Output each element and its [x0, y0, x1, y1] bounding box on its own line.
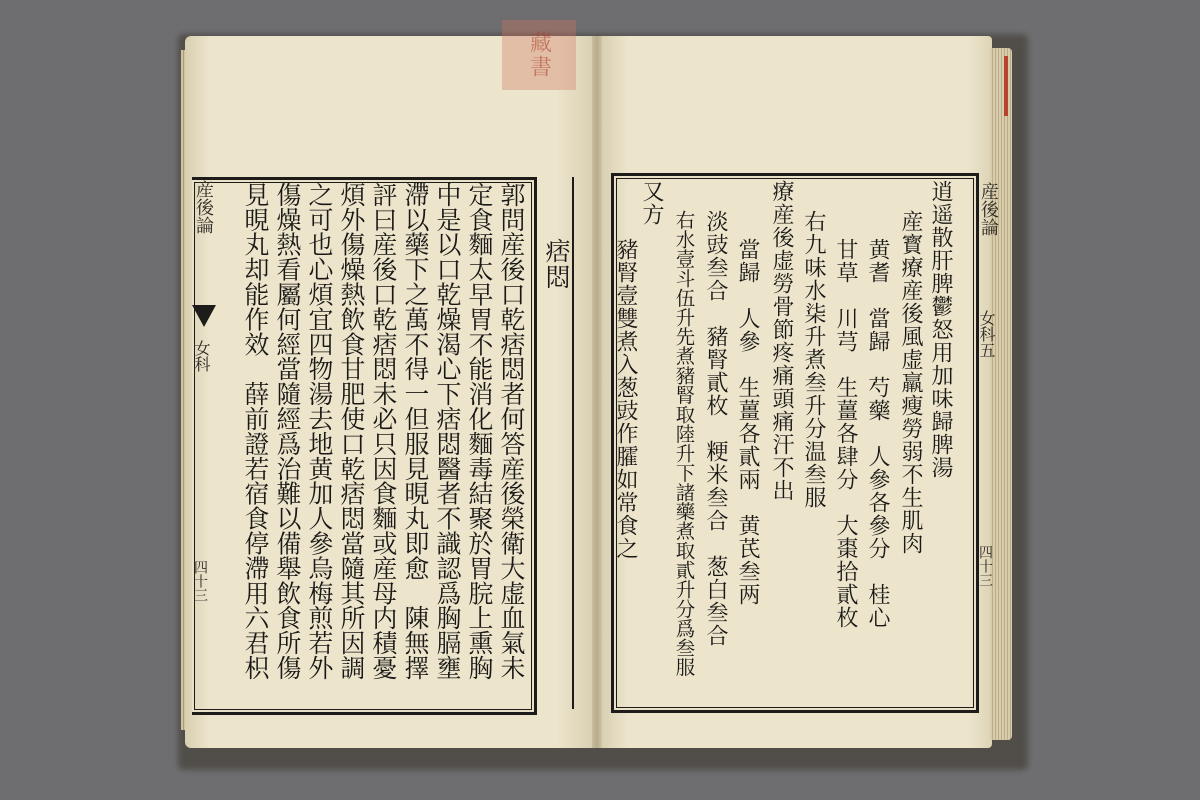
left-col-6: 煩外傷燥熱飲食甘肥使口乾痞悶當隨其所因調 [336, 182, 366, 680]
left-col-3: 中是以口乾燥渴心下痞悶醫者不識認爲胸膈壅 [432, 182, 462, 680]
right-margin-sub: 女科五 [977, 310, 996, 358]
right-col-11: 豬腎壹雙煮入葱豉作臛如常食之 [613, 238, 638, 560]
right-text-frame [611, 173, 979, 713]
left-col-4: 滯以藥下之萬不得一但服見晛丸即愈 陳無擇 [400, 182, 430, 680]
collector-seal: 藏書 [502, 20, 576, 90]
right-margin-page: 四十三 [977, 545, 993, 587]
right-col-2: 産寳療産後風虚羸瘦勞弱不生肌肉 [898, 210, 923, 555]
right-col-8: 淡豉叁合 豬腎貳枚 粳米叁合 葱白叁合 [703, 210, 728, 647]
left-col-2: 定食麵太早胃不能消化麵毒結聚於胃脘上熏胸 [464, 182, 494, 680]
right-col-3: 黄耆 當歸 芍藥 人參各參分 桂心 [865, 238, 890, 629]
right-col-1: 逍遥散肝脾鬱怒用加味歸脾湯 [928, 180, 953, 479]
fore-edge [990, 48, 1012, 740]
left-col-8: 傷燥熱看屬何經當隨經爲治難以備舉飲食所傷 [272, 182, 302, 680]
left-col-5: 評曰産後口乾痞悶未必只因食麵或産母内積憂 [368, 182, 398, 680]
left-margin-title: 産後論 [193, 180, 214, 234]
left-col-7: 之可也心煩宜四物湯去地黄加人參烏梅煎若外 [304, 182, 334, 680]
right-margin-title: 産後論 [978, 182, 999, 236]
left-col-1: 郭問産後口乾痞悶者何答産後榮衛大虚血氣未 [496, 182, 526, 680]
left-margin-page: 四十三 [192, 560, 208, 602]
right-col-7: 當歸 人參 生薑各貳兩 黄芪叁两 [735, 238, 760, 606]
right-col-5: 右九味水柒升煮叁升分温叁服 [801, 210, 826, 509]
left-margin-sub: 女科 [192, 340, 211, 372]
right-col-4: 甘草 川芎 生薑各肆分 大棗拾貳枚 [833, 238, 858, 629]
left-col-heading: 痞悶 [542, 238, 571, 290]
right-col-9: 右水壹斗伍升先煮豬腎取陸升下諸藥煮取貳升分爲叁服 [672, 210, 696, 677]
book-gutter [592, 36, 602, 748]
right-col-10: 又方 [639, 180, 664, 226]
left-col-9: 見晛丸却能作效 薛前證若宿食停滯用六君枳 [240, 182, 270, 680]
right-col-6: 療産後虚勞骨節疼痛頭痛汗不出 [769, 180, 794, 502]
fore-edge-tab [1004, 56, 1008, 116]
